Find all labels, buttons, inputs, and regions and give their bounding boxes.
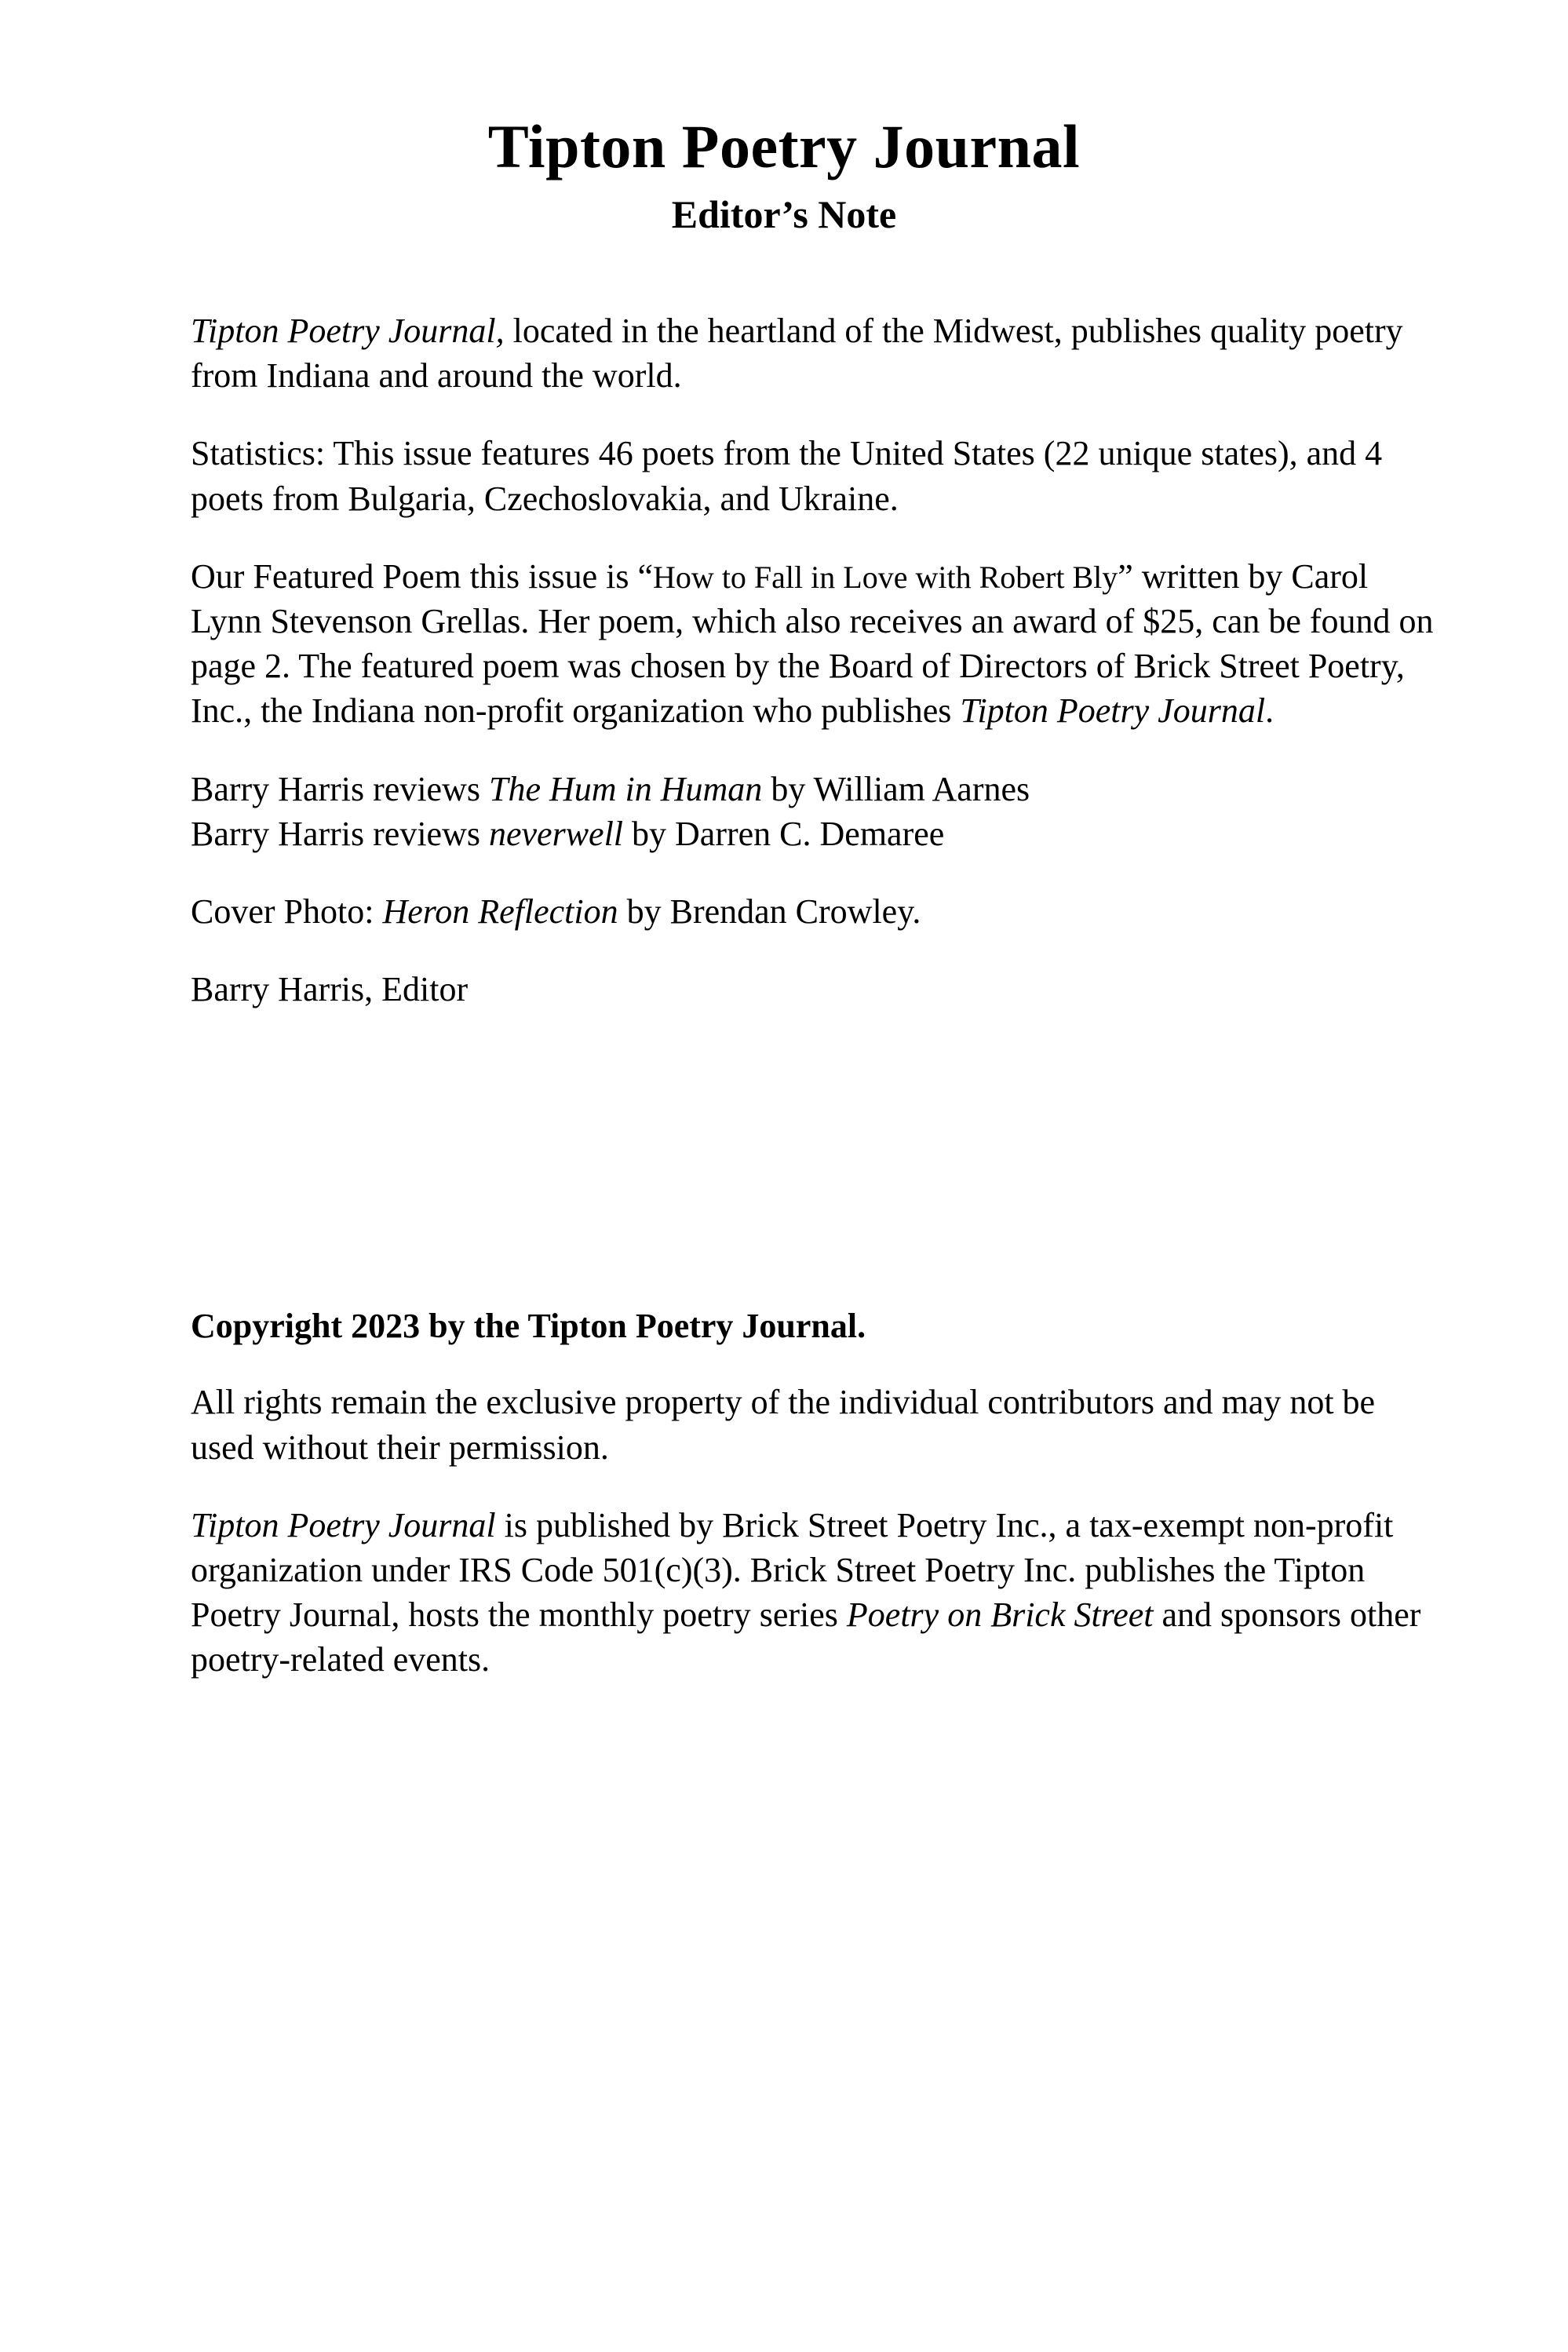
title-block xyxy=(0,112,1568,236)
review-1-suffix: by William Aarnes xyxy=(762,769,1030,808)
paragraph-rights: All rights remain the exclusive property of the individual contributors and may not be used without their permission. xyxy=(191,1383,1376,1467)
paragraph-copyright: Copyright 2023 by the Tipton Poetry Journal. xyxy=(191,1307,866,1346)
paragraph-publisher xyxy=(191,1503,1442,1683)
paragraph-featured-poem xyxy=(191,554,1442,734)
paragraph-statistics: Statistics: This issue features 46 poets from the United States (22 unique states), and 4 poets from Bulgaria, Czechoslovakia, and Ukraine. xyxy=(191,434,1383,518)
featured-poem-title: How to Fall in Love with Robert Bly xyxy=(653,559,1118,595)
paragraph-cover-photo xyxy=(191,889,1442,934)
intro-italic-lead: Tipton Poetry Journal, xyxy=(191,312,505,350)
review-2-work: neverwell xyxy=(488,814,624,853)
featured-part1: Our Featured Poem this issue is “ xyxy=(191,556,654,596)
cover-photo-suffix: by Brendan Crowley. xyxy=(618,892,921,931)
vertical-spacer xyxy=(191,1045,1442,1304)
featured-part2: ” written by Carol Lynn Stevenson Grellas. Her poem, which also receives an award of $25, can be found on page 2. The featured poem was chosen by the Board of Directors of Brick Street Poetry, Inc., the Indiana non-profit organization who publishes xyxy=(191,556,1434,731)
review-1-work: The Hum in Human xyxy=(488,769,763,808)
featured-part3: . xyxy=(1265,691,1274,731)
page-title: Tipton Poetry Journal xyxy=(487,112,1081,181)
section-heading-editors-note: Editor’s Note xyxy=(671,192,897,236)
cover-photo-work: Heron Reflection xyxy=(382,892,618,931)
cover-photo-prefix: Cover Photo: xyxy=(191,892,383,931)
review-2-prefix: Barry Harris reviews xyxy=(191,814,489,853)
publisher-part2: and sponsors other poetry-related events. xyxy=(191,1595,1421,1679)
intro-rest: located in the heartland of the Midwest, publishes quality poetry from Indiana and around the world. xyxy=(191,312,1403,396)
review-2-suffix: by Darren C. Demaree xyxy=(623,814,945,853)
review-1-prefix: Barry Harris reviews xyxy=(191,769,489,808)
publisher-part1: is published by Brick Street Poetry Inc., a tax-exempt non-profit organization under IRS Code 501(c)(3). Brick Street Poetry Inc. publishes the Tipton Poetry Journal, hosts the monthly poetry series xyxy=(191,1505,1394,1635)
publisher-journal-name: Tipton Poetry Journal xyxy=(191,1505,496,1544)
publisher-series-name: Poetry on Brick Street xyxy=(846,1595,1154,1635)
paragraph-review-1 xyxy=(191,767,1442,811)
paragraph-review-2 xyxy=(191,811,1442,856)
paragraph-intro xyxy=(191,308,1442,398)
body-column xyxy=(191,308,1442,1683)
paragraph-editor-signature: Barry Harris, Editor xyxy=(191,970,469,1009)
featured-journal-name: Tipton Poetry Journal xyxy=(960,691,1266,731)
